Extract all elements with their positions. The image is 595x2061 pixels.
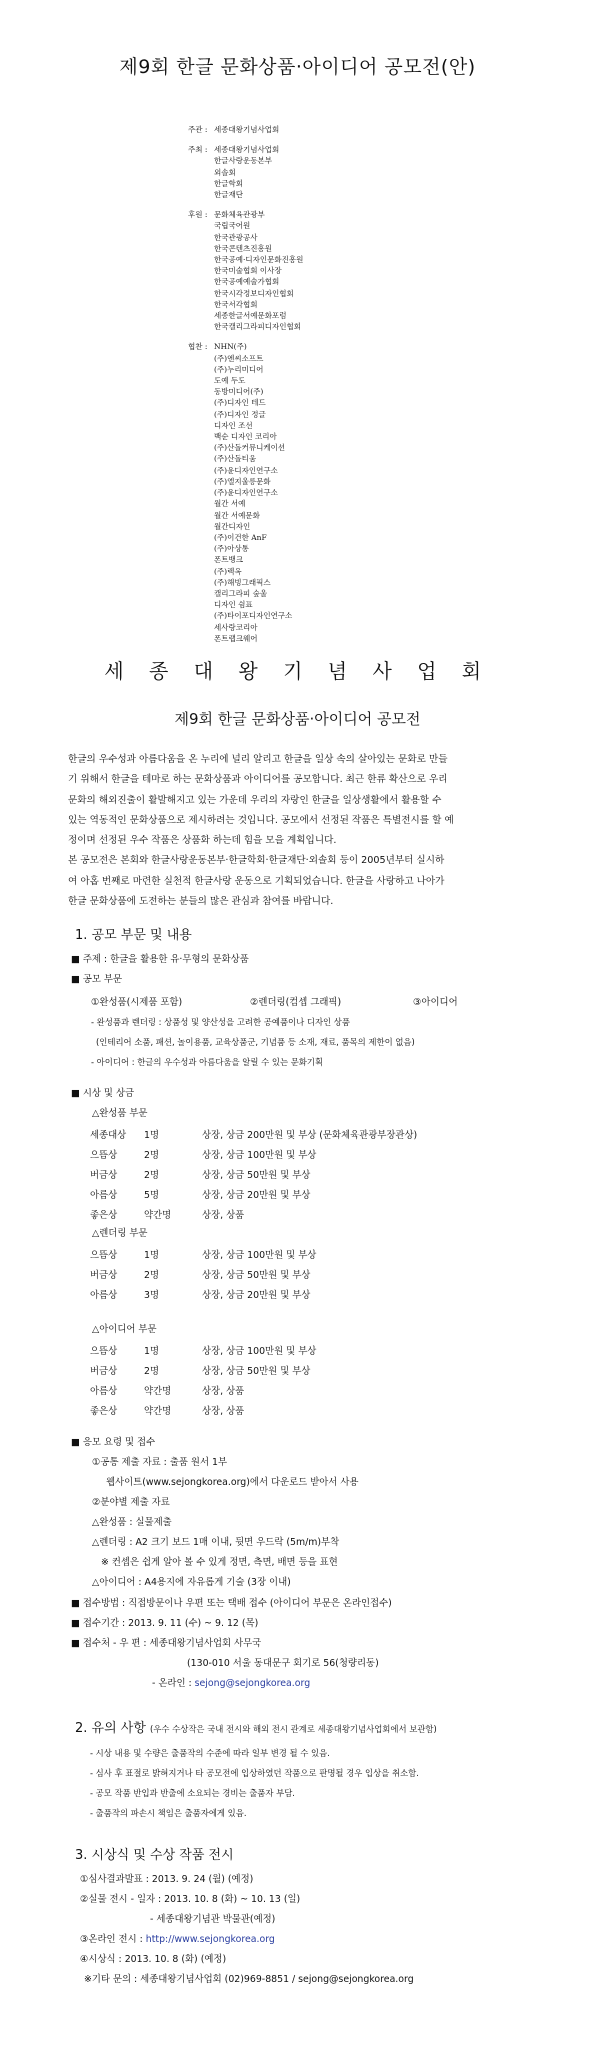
- award-row: [90, 1403, 244, 1417]
- award-prize: 상장, 상품: [202, 1210, 245, 1221]
- schedule-line: ②실물 전시 - 일자 : 2013. 10. 8 (화) ~ 10. 13 (일): [80, 1894, 301, 1905]
- credit-item: 세종한글서예문화포럼: [214, 311, 287, 321]
- contest-subtitle: 제9회 한글 문화상품·아이디어 공모전: [174, 710, 421, 728]
- option-idea: ③아이디어: [413, 997, 458, 1008]
- receipt-address: (130-010 서울 동대문구 회기로 56(청량리동): [187, 1658, 379, 1669]
- receipt-online: [152, 1677, 310, 1691]
- notice-line: - 심사 후 표절로 밝혀지거나 타 공모전에 입상하였던 작품으로 판명될 경우 입상을 취소함.: [90, 1768, 419, 1778]
- category-note: (인테리어 소품, 패션, 놀이용품, 교육상품군, 기념품 등 소재, 재료, 품목의 제한이 없음): [96, 1037, 415, 1047]
- intro-line: 본 공모전은 본회와 한글사랑운동본부·한글학회·한글재단·외솔회 등이 2005년부터 실시하: [68, 855, 445, 867]
- award-row: [90, 1267, 310, 1281]
- online-exhibit-label: ③온라인 전시 :: [80, 1934, 143, 1945]
- award-group-title: △렌더링 부문: [92, 1228, 148, 1239]
- online-exhibit-link[interactable]: http://www.sejongkorea.org: [145, 1934, 275, 1945]
- credit-item: 월간 서예: [214, 499, 246, 509]
- notice-line: - 공모 작품 반입과 반출에 소요되는 경비는 출품자 부담.: [90, 1788, 295, 1798]
- award-row: [90, 1343, 316, 1357]
- award-name: 으뜸상: [90, 1150, 118, 1161]
- category-note: - 아이디어 : 한글의 우수성과 아름다움을 알릴 수 있는 문화기획: [91, 1057, 324, 1067]
- award-prize: 상장, 상금 20만원 및 부상: [202, 1190, 311, 1201]
- section-3-title: 3. 시상식 및 수상 작품 전시: [75, 1848, 234, 1863]
- credit-item: 폰트랩크웨어: [214, 633, 258, 643]
- award-prize: 상장, 상금 100만원 및 부상: [202, 1150, 317, 1161]
- award-name: 버금상: [90, 1366, 118, 1377]
- credits-block: [188, 124, 303, 653]
- award-prize: 상장, 상품: [202, 1406, 245, 1417]
- credit-item: (주)윤디자인연구소: [214, 465, 278, 475]
- credit-group: [188, 341, 303, 643]
- credit-item: 세사랑코리아: [214, 622, 258, 632]
- award-count: 1명: [144, 1250, 160, 1261]
- award-row: [90, 1247, 316, 1261]
- credit-list: [214, 209, 303, 332]
- credit-item: 한국공예·디자인문화진흥원: [214, 255, 304, 265]
- award-name: 좋은상: [90, 1406, 118, 1417]
- award-row: [90, 1383, 244, 1397]
- credit-item: 월간 서예문화: [214, 510, 260, 520]
- award-row: [90, 1167, 310, 1181]
- credit-item: (주)산돌티움: [214, 454, 257, 464]
- credit-item: (주)누리미디어: [214, 364, 264, 374]
- section-2-title: [75, 1717, 437, 1736]
- option-finished: ①완성품(시제품 포함): [91, 997, 183, 1008]
- contact-label: ※기타 문의 : 세종대왕기념사업회 (02)969-8851 /: [84, 1974, 296, 1985]
- credit-item: 외솔회: [214, 167, 236, 177]
- contact-email-link[interactable]: sejong@sejongkorea.org: [298, 1974, 414, 1985]
- receipt-place: ■ 접수처 - 우 편 : 세종대왕기념사업회 사무국: [71, 1638, 262, 1649]
- award-prize: 상장, 상금 100만원 및 부상: [202, 1346, 317, 1357]
- credit-item: 국립국어원: [214, 221, 251, 231]
- award-count: 1명: [144, 1130, 160, 1141]
- apply-heading: ■ 응모 요령 및 접수: [71, 1437, 156, 1448]
- credit-label: 주관 :: [188, 125, 208, 134]
- award-name: 버금상: [90, 1270, 118, 1281]
- intro-line: 여 아홉 번째로 마련한 실천적 한글사랑 운동으로 기획되었습니다. 한글을 사랑하고 나아가: [68, 875, 445, 887]
- credit-item: 한글사랑운동본부: [214, 156, 272, 166]
- apply-line: △렌더링 : A2 크기 보드 1매 이내, 뒷면 우드락 (5m/m)부착: [92, 1537, 340, 1548]
- credit-item: (주)이건한 AnF: [214, 532, 267, 542]
- apply-line: △완성품 : 실물제출: [92, 1517, 172, 1528]
- award-row: [90, 1127, 417, 1141]
- award-row: [90, 1363, 310, 1377]
- credit-item: (주)아상통: [214, 544, 249, 554]
- award-prize: 상장, 상품: [202, 1386, 245, 1397]
- award-name: 아름상: [90, 1290, 118, 1301]
- credit-item: 한국공예예술가협회: [214, 277, 280, 287]
- receipt-period: ■ 접수기간 : 2013. 9. 11 (수) ~ 9. 12 (목): [71, 1618, 259, 1629]
- award-prize: 상장, 상금 50만원 및 부상: [202, 1170, 311, 1181]
- credit-label: 주최 :: [188, 145, 208, 155]
- credit-item: 월간디자인: [214, 521, 251, 531]
- online-email-link[interactable]: sejong@sejongkorea.org: [194, 1678, 311, 1689]
- award-row: [90, 1187, 310, 1201]
- organization-banner: 세 종 대 왕 기 념 사 업 회: [104, 659, 491, 683]
- award-name: 아름상: [90, 1190, 118, 1201]
- award-row: [90, 1147, 316, 1161]
- credit-list: [214, 124, 279, 135]
- award-count: 2명: [144, 1170, 160, 1181]
- credit-group: [188, 209, 303, 332]
- credit-item: 백순 디자인 코리아: [214, 432, 277, 442]
- section-2-note: (우수 수상작은 국내 전시와 해외 전시 관계로 세종대왕기념사업회에서 보관함): [150, 1724, 437, 1734]
- award-prize: 상장, 상금 50만원 및 부상: [202, 1366, 311, 1377]
- contact-line: [84, 1973, 414, 1987]
- award-count: 약간명: [144, 1406, 172, 1417]
- credit-item: 디자인 조선: [214, 420, 253, 430]
- credit-item: 캘리그라피 숲울: [214, 588, 268, 598]
- credit-label: 후원 :: [188, 210, 208, 220]
- schedule-line: ④시상식 : 2013. 10. 8 (화) (예정): [80, 1954, 227, 1965]
- credit-item: 도예 두도: [214, 376, 246, 386]
- award-name: 으뜸상: [90, 1250, 118, 1261]
- credit-item: (주)타이포디자인연구소: [214, 611, 293, 621]
- award-name: 으뜸상: [90, 1346, 118, 1357]
- credit-item: (주)해빙그래픽스: [214, 577, 271, 587]
- award-name: 버금상: [90, 1170, 118, 1181]
- credit-item: (주)렉옥: [214, 566, 242, 576]
- document-title: 제9회 한글 문화상품·아이디어 공모전(안): [119, 56, 476, 78]
- theme-line: ■ 주제 : 한글을 활용한 유·무형의 문화상품: [71, 954, 249, 965]
- apply-line: △아이디어 : A4용지에 자유롭게 기술 (3장 이내): [92, 1577, 291, 1588]
- intro-line: 문화의 해외진출이 활발해지고 있는 가운데 우리의 자랑인 한글을 일상생활에서 활용할 수: [68, 794, 442, 806]
- option-rendering: ②렌더링(컴셉 그래픽): [250, 997, 342, 1008]
- credit-item: 한국시각정보디자인협회: [214, 288, 294, 298]
- award-count: 2명: [144, 1150, 160, 1161]
- apply-line: 웹사이트(www.sejongkorea.org)에서 다운로드 받아서 사용: [106, 1477, 359, 1488]
- credit-label: 협찬 :: [188, 342, 208, 352]
- credit-item: 한글학회: [214, 178, 243, 188]
- intro-line: 기 위해서 한글을 테마로 하는 문화상품과 아이디어를 공모합니다. 최근 한류 확산으로 우리: [68, 774, 448, 786]
- award-name: 세종대상: [90, 1130, 127, 1141]
- credit-item: 디자인 쉼표: [214, 600, 253, 610]
- section-2-title-text: 2. 유의 사항: [75, 1721, 146, 1736]
- credit-item: 한국서각협회: [214, 299, 258, 309]
- credit-item: (주)디자인 테드: [214, 398, 266, 408]
- intro-line: 한글 문화상품에 도전하는 분들의 많은 관심과 참여를 바랍니다.: [68, 896, 334, 908]
- credit-list: [214, 144, 279, 200]
- credit-item: 한국관광공사: [214, 232, 258, 242]
- apply-line: ①공통 제출 자료 : 출품 원서 1부: [92, 1457, 228, 1468]
- credit-item: 한글재단: [214, 190, 243, 200]
- schedule-line: ①심사결과발표 : 2013. 9. 24 (월) (예정): [80, 1874, 254, 1885]
- award-count: 약간명: [144, 1210, 172, 1221]
- credit-item: 한국캘리그라피디자인협회: [214, 322, 301, 332]
- award-row: [90, 1207, 244, 1221]
- schedule-line: [80, 1933, 275, 1947]
- intro-line: 정이며 선정된 우수 작품은 상품화 하는데 힘을 모을 계획입니다.: [68, 835, 337, 847]
- category-note: - 완성품과 렌더링 : 상품성 및 양산성을 고려한 공예품이나 디자인 상품: [91, 1017, 350, 1027]
- award-count: 약간명: [144, 1386, 172, 1397]
- award-name: 좋은상: [90, 1210, 118, 1221]
- credit-item: 세종대왕기념사업회: [214, 125, 280, 134]
- award-count: 3명: [144, 1290, 160, 1301]
- receipt-method: ■ 접수방법 : 직접방문이나 우편 또는 택배 접수 (아이디어 부문은 온라인접수): [71, 1598, 392, 1609]
- credit-item: (주)산돌커뮤니케이션: [214, 443, 286, 453]
- credit-item: 문화체육관광부: [214, 210, 265, 220]
- award-prize: 상장, 상금 20만원 및 부상: [202, 1290, 311, 1301]
- award-count: 2명: [144, 1270, 160, 1281]
- credit-item: (주)엔씨소프트: [214, 353, 264, 363]
- schedule-line: - 세종대왕기념관 박물관(예정): [150, 1914, 276, 1925]
- award-prize: 상장, 상금 100만원 및 부상: [202, 1250, 317, 1261]
- credit-item: 동방미디어(주): [214, 387, 264, 397]
- award-prize: 상장, 상금 200만원 및 부상 (문화체육관광부장관상): [202, 1130, 418, 1141]
- credit-item: 한국미술협회 이사장: [214, 266, 282, 276]
- award-name: 아름상: [90, 1386, 118, 1397]
- credit-group: [188, 124, 303, 135]
- award-count: 2명: [144, 1366, 160, 1377]
- credit-list: [214, 341, 292, 643]
- apply-line: ※ 컨셉은 쉽게 알아 볼 수 있게 정면, 측면, 배면 등을 표현: [101, 1557, 338, 1568]
- award-group-title: △완성품 부문: [92, 1108, 148, 1119]
- credit-item: 한국콘텐츠진흥원: [214, 243, 272, 253]
- section-1-title: 1. 공모 부문 및 내용: [75, 928, 192, 943]
- awards-heading: ■ 시상 및 상금: [71, 1088, 135, 1099]
- award-count: 5명: [144, 1190, 160, 1201]
- award-count: 1명: [144, 1346, 160, 1357]
- credit-item: (주)엘지울릉문화: [214, 476, 271, 486]
- apply-line: ②분야별 제출 자료: [92, 1497, 170, 1508]
- credit-group: [188, 144, 303, 200]
- credit-item: NHN(주): [214, 342, 247, 352]
- credit-item: 세종대왕기념사업회: [214, 145, 280, 155]
- award-row: [90, 1287, 310, 1301]
- credit-item: (주)디자인 정글: [214, 409, 266, 419]
- intro-line: 한글의 우수성과 아름다움을 온 누리에 널리 알리고 한글을 일상 속의 살아있는 문화로 만들: [68, 754, 448, 765]
- category-heading: ■ 공모 부문: [71, 974, 123, 985]
- online-label: - 온라인 :: [152, 1678, 192, 1689]
- notice-line: - 시상 내용 및 수량은 출품작의 수준에 따라 일부 변경 될 수 있음.: [90, 1748, 330, 1758]
- award-group-title: △아이디어 부문: [92, 1324, 157, 1335]
- intro-paragraph: [68, 750, 530, 912]
- notice-line: - 출품작의 파손시 책임은 출품자에게 있음.: [90, 1808, 247, 1818]
- award-prize: 상장, 상금 50만원 및 부상: [202, 1270, 311, 1281]
- credit-item: 폰트뱅크: [214, 555, 243, 565]
- intro-line: 있는 역동적인 문화상품으로 제시하려는 것입니다. 공모에서 선정된 작품은 특별전시를 할 예: [68, 814, 454, 826]
- credit-item: (주)윤디자인연구소: [214, 488, 278, 498]
